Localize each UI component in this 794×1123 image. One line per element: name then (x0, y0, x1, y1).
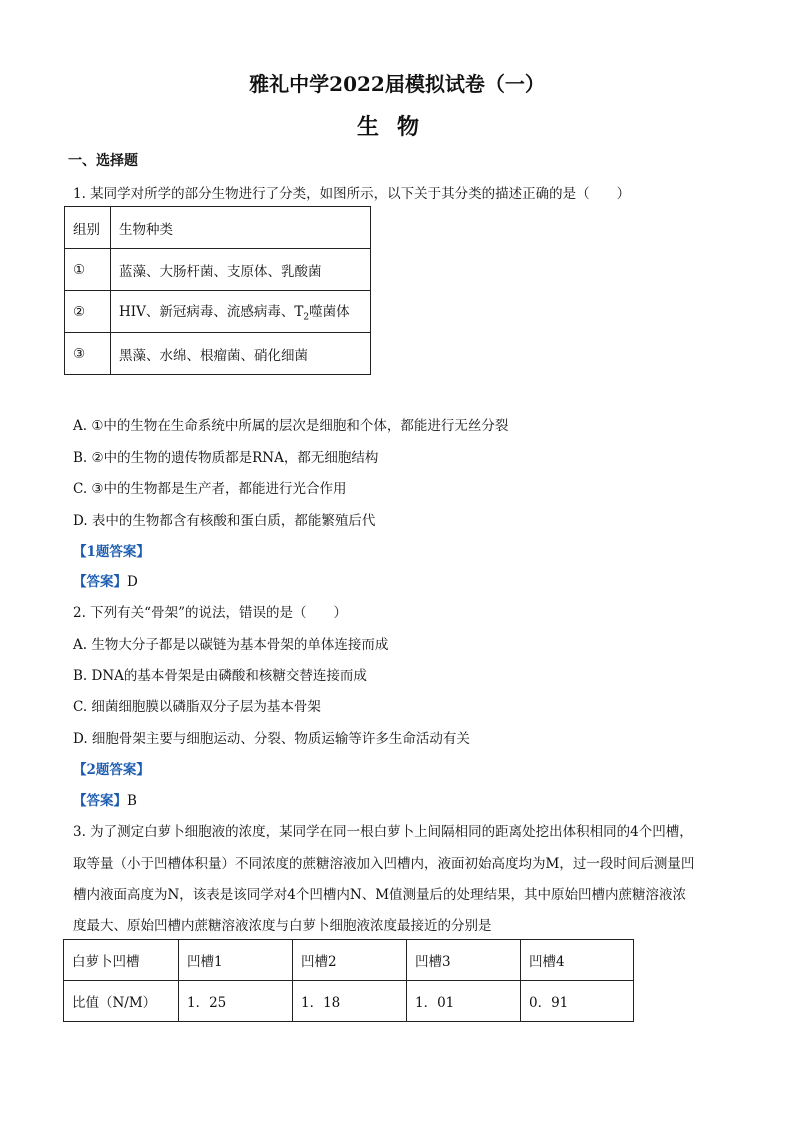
answer-tag: 【答案】 (73, 574, 127, 590)
q3-stem-line-1: 3. 为了测定白萝卜细胞液的浓度，某同学在同一根白萝卜上间隔相同的距离处挖出体积相同的4个凹槽， (73, 824, 693, 840)
answer-tag: 【答案】 (73, 793, 127, 809)
q1-option-b: B. ②中的生物的遗传物质都是RNA，都无细胞结构 (73, 450, 379, 466)
table-header-cell: 生物种类 (111, 207, 371, 249)
q2-answer-header: 【2题答案】 (73, 762, 150, 778)
subscript: 2 (303, 312, 310, 323)
species-text: HIV、新冠病毒、流感病毒、T (119, 304, 304, 321)
answer-value: B (127, 793, 137, 809)
q1-stem: 1. 某同学对所学的部分生物进行了分类，如图所示，以下关于其分类的描述正确的是（ ） (73, 186, 631, 202)
q2-answer (73, 789, 137, 809)
table-header-cell: 凹槽4 (521, 940, 634, 981)
table-header-cell: 凹槽3 (407, 940, 521, 981)
section-heading: 一、选择题 (68, 153, 138, 169)
table-cell-species (111, 291, 371, 333)
table-header-cell: 组别 (65, 207, 111, 249)
q3-stem-line-4: 度最大、原始凹槽内蔗糖溶液浓度与白萝卜细胞液浓度最接近的分别是 (73, 918, 492, 934)
q1-table (64, 206, 371, 375)
table-row (65, 291, 371, 333)
table-row (65, 249, 371, 291)
table-cell-group: ① (65, 249, 111, 291)
page-title: 雅礼中学2022届模拟试卷（一） (249, 72, 545, 96)
table-row (64, 981, 634, 1022)
table-row (65, 207, 371, 249)
q1-option-c: C. ③中的生物都是生产者，都能进行光合作用 (73, 481, 347, 497)
q2-option-d: D. 细胞骨架主要与细胞运动、分裂、物质运输等许多生命活动有关 (73, 731, 470, 747)
table-header-cell: 凹槽2 (293, 940, 407, 981)
table-row (65, 333, 371, 375)
q2-option-b: B. DNA的基本骨架是由磷酸和核糖交替连接而成 (73, 668, 367, 684)
q1-option-a: A. ①中的生物在生命系统中所属的层次是细胞和个体，都能进行无丝分裂 (73, 418, 509, 434)
table-cell: 1．25 (179, 981, 293, 1022)
q1-answer-header: 【1题答案】 (73, 544, 150, 560)
q3-stem-line-2: 取等量（小于凹槽体积量）不同浓度的蔗糖溶液加入凹槽内，液面初始高度均为M，过一段时间后测量凹 (73, 856, 695, 872)
table-cell: 0．91 (521, 981, 634, 1022)
table-cell: 1．01 (407, 981, 521, 1022)
table-header-cell: 凹槽1 (179, 940, 293, 981)
table-header-cell: 白萝卜凹槽 (64, 940, 179, 981)
q1-option-d: D. 表中的生物都含有核酸和蛋白质，都能繁殖后代 (73, 513, 376, 529)
table-cell: 比值（N/M） (64, 981, 179, 1022)
answer-value: D (127, 574, 138, 590)
table-cell: 1．18 (293, 981, 407, 1022)
q3-table (63, 939, 634, 1022)
q2-option-a: A. 生物大分子都是以碳链为基本骨架的单体连接而成 (73, 637, 389, 653)
subject-title: 生物 (356, 114, 437, 140)
table-row (64, 940, 634, 981)
q2-stem: 2. 下列有关“骨架”的说法，错误的是（ ） (73, 605, 347, 621)
species-text: 噬菌体 (309, 304, 350, 321)
table-cell-species: 蓝藻、大肠杆菌、支原体、乳酸菌 (111, 249, 371, 291)
table-cell-group: ② (65, 291, 111, 333)
table-cell-species: 黑藻、水绵、根瘤菌、硝化细菌 (111, 333, 371, 375)
table-cell-group: ③ (65, 333, 111, 375)
q3-stem-line-3: 槽内液面高度为N，该表是该同学对4个凹槽内N、M值测量后的处理结果，其中原始凹槽内蔗糖溶液浓 (73, 887, 687, 903)
q2-option-c: C. 细菌细胞膜以磷脂双分子层为基本骨架 (73, 699, 321, 715)
q1-answer (73, 570, 138, 590)
